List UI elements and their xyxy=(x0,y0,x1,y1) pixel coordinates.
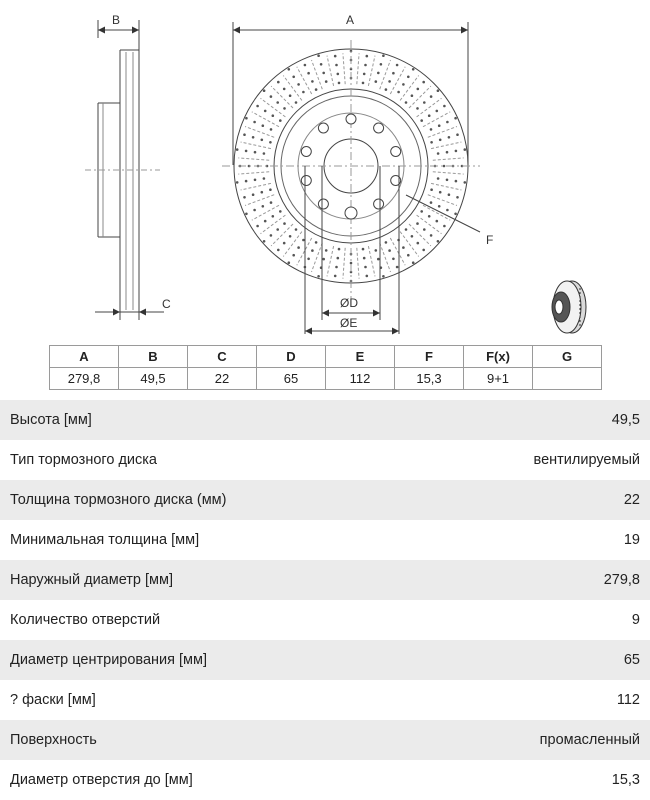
label-b: B xyxy=(112,13,121,27)
vent-hole xyxy=(261,191,264,194)
spec-row-outer-diameter xyxy=(0,560,650,600)
label-f: F xyxy=(486,233,494,247)
vent-hole xyxy=(283,107,286,110)
bolt-hole xyxy=(374,123,384,133)
vent-hole xyxy=(380,63,383,66)
bolt-hole xyxy=(346,114,356,124)
vent-hole xyxy=(364,266,367,269)
dim-value-cell: 49,5 xyxy=(119,368,188,390)
vent-hole xyxy=(396,64,399,67)
vent-hole xyxy=(366,275,369,278)
bolt-hole xyxy=(374,199,384,209)
vent-hole xyxy=(295,101,298,104)
vent-hole xyxy=(382,275,385,278)
vent-hole xyxy=(422,249,425,252)
bolt-hole xyxy=(345,207,357,219)
dim-header-cell: E xyxy=(326,346,395,368)
vent-hole xyxy=(397,91,400,94)
vent-hole xyxy=(254,151,257,154)
vent-hole xyxy=(385,88,388,91)
vent-hole xyxy=(405,101,408,104)
bolt-hole xyxy=(318,199,328,209)
dim-header-cell: D xyxy=(257,346,326,368)
vent-hole xyxy=(456,196,459,199)
vent-hole xyxy=(315,88,318,91)
vent-hole xyxy=(411,235,414,238)
spec-label: ? фаски [мм] xyxy=(10,692,96,708)
vent-hole xyxy=(335,266,338,269)
label-a: A xyxy=(346,13,355,27)
spec-value: 279,8 xyxy=(603,572,640,588)
spec-label: Диаметр центрирования [мм] xyxy=(10,652,208,668)
vent-hole xyxy=(392,72,395,75)
vent-hole xyxy=(430,141,433,144)
vent-hole xyxy=(311,249,314,252)
vent-hole xyxy=(270,201,273,204)
vent-hole xyxy=(423,228,426,231)
vent-hole xyxy=(320,63,323,66)
vent-hole xyxy=(407,76,410,79)
vent-hole xyxy=(422,81,425,84)
bolt-hole xyxy=(301,147,311,157)
dim-header-cell: A xyxy=(50,346,119,368)
spec-row-hole-diameter xyxy=(0,760,650,800)
vent-hole xyxy=(412,68,415,71)
vent-hole xyxy=(338,248,341,251)
vent-hole xyxy=(420,119,423,122)
spec-value: 22 xyxy=(623,492,640,508)
vent-hole xyxy=(420,210,423,213)
vent-hole xyxy=(315,241,318,244)
vent-hole xyxy=(437,152,440,155)
vent-hole xyxy=(416,222,419,225)
disc-side-view xyxy=(85,20,164,320)
vent-hole xyxy=(437,240,440,243)
vent-hole xyxy=(277,81,280,84)
vent-hole xyxy=(446,121,449,124)
vent-hole xyxy=(417,242,420,245)
spec-value: вентилируемый xyxy=(533,452,640,468)
vent-hole xyxy=(437,89,440,92)
vent-hole xyxy=(292,254,295,257)
dimensions-value-row xyxy=(50,368,602,390)
vent-hole xyxy=(334,275,337,278)
dim-header-cell: F xyxy=(395,346,464,368)
spec-row-height xyxy=(0,400,650,440)
spec-row-disc-type xyxy=(0,440,650,480)
label-e: ØE xyxy=(340,316,358,330)
vent-hole xyxy=(430,201,433,204)
vent-hole xyxy=(295,228,298,231)
vent-hole xyxy=(430,234,433,237)
vent-hole xyxy=(322,72,325,75)
vent-hole xyxy=(362,248,365,251)
spec-value: 9 xyxy=(631,612,640,628)
vent-hole xyxy=(464,181,467,184)
vent-hole xyxy=(448,136,451,139)
vent-hole xyxy=(264,220,267,223)
vent-hole xyxy=(363,73,366,76)
vent-hole xyxy=(377,72,380,75)
vent-hole xyxy=(283,88,286,91)
vent-hole xyxy=(402,246,405,249)
vent-hole xyxy=(363,257,366,260)
vent-hole xyxy=(448,193,451,196)
vent-hole xyxy=(270,95,273,98)
vent-hole xyxy=(262,124,265,127)
dim-value-cell xyxy=(533,368,602,390)
vent-hole xyxy=(276,101,279,104)
spec-label: Высота [мм] xyxy=(10,412,92,428)
vent-hole xyxy=(396,266,399,269)
dim-value-cell: 279,8 xyxy=(50,368,119,390)
vent-hole xyxy=(317,54,320,57)
spec-value: 49,5 xyxy=(611,412,640,428)
spec-label: Поверхность xyxy=(10,732,97,748)
vent-hole xyxy=(277,249,280,252)
spec-label: Тип тормозного диска xyxy=(10,452,157,468)
spec-row-hole-count xyxy=(0,600,650,640)
vent-hole xyxy=(439,191,442,194)
vent-hole xyxy=(243,133,246,136)
spec-row-min-thickness xyxy=(0,520,650,560)
vent-hole xyxy=(263,89,266,92)
vent-hole xyxy=(279,119,282,122)
vent-hole xyxy=(446,209,449,212)
dimensions-header-row xyxy=(50,346,602,368)
vent-hole xyxy=(412,261,415,264)
vent-hole xyxy=(454,117,457,120)
vent-hole xyxy=(270,128,273,131)
vent-hole xyxy=(307,72,310,75)
vent-hole xyxy=(438,124,441,127)
vent-hole xyxy=(270,234,273,237)
vent-hole xyxy=(263,177,266,180)
dimensions-table xyxy=(49,345,602,390)
vent-hole xyxy=(377,258,380,261)
vent-hole xyxy=(245,117,248,120)
vent-hole xyxy=(245,150,248,153)
vent-hole xyxy=(245,213,248,216)
vent-hole xyxy=(292,76,295,79)
vent-hole xyxy=(428,215,431,218)
vent-hole xyxy=(439,139,442,142)
dim-header-cell: B xyxy=(119,346,188,368)
vent-hole xyxy=(288,261,291,264)
spec-value: 15,3 xyxy=(611,772,640,788)
vent-hole xyxy=(375,249,378,252)
bolt-hole xyxy=(318,123,328,133)
vent-hole xyxy=(436,110,439,113)
vent-hole xyxy=(288,68,291,71)
dim-value-cell: 9+1 xyxy=(464,368,533,390)
vent-hole xyxy=(335,64,338,67)
vent-hole xyxy=(289,94,292,97)
vent-hole xyxy=(362,82,365,85)
vent-hole xyxy=(252,193,255,196)
spec-label: Диаметр отверстия до [мм] xyxy=(10,772,193,788)
vent-hole xyxy=(443,105,446,108)
vent-hole xyxy=(276,228,279,231)
dim-header-cell: C xyxy=(188,346,257,368)
vent-hole xyxy=(454,213,457,216)
vent-hole xyxy=(456,133,459,136)
vent-hole xyxy=(307,258,310,261)
vent-hole xyxy=(317,275,320,278)
vent-hole xyxy=(350,262,353,265)
vent-hole xyxy=(430,128,433,131)
vent-hole xyxy=(243,196,246,199)
vent-hole xyxy=(455,180,458,183)
vent-hole xyxy=(364,64,367,67)
vent-hole xyxy=(438,205,441,208)
vent-hole xyxy=(269,141,272,144)
vent-hole xyxy=(385,241,388,244)
vent-hole xyxy=(325,80,328,83)
vent-hole xyxy=(446,151,449,154)
vent-hole xyxy=(443,225,446,228)
vent-hole xyxy=(322,258,325,261)
vent-hole xyxy=(245,180,248,183)
disc-front-view xyxy=(222,22,480,334)
dim-value-cell: 112 xyxy=(326,368,395,390)
spec-value: 19 xyxy=(623,532,640,548)
vent-hole xyxy=(253,121,256,124)
vent-hole xyxy=(382,54,385,57)
vent-hole xyxy=(263,152,266,155)
vent-hole xyxy=(252,136,255,139)
vent-hole xyxy=(405,228,408,231)
spec-value: 65 xyxy=(623,652,640,668)
vent-hole xyxy=(325,249,328,252)
spec-label: Количество отверстий xyxy=(10,612,161,628)
vent-hole xyxy=(430,188,433,191)
vent-hole xyxy=(443,165,446,168)
vent-hole xyxy=(272,215,275,218)
vent-hole xyxy=(279,210,282,213)
vent-hole xyxy=(262,205,265,208)
vent-hole xyxy=(297,246,300,249)
vent-hole xyxy=(430,95,433,98)
spec-label: Минимальная толщина [мм] xyxy=(10,532,200,548)
vent-hole xyxy=(264,110,267,113)
dim-header-cell: F(x) xyxy=(464,346,533,368)
vent-hole xyxy=(375,80,378,83)
brake-disc-drawing xyxy=(0,0,650,345)
vent-hole xyxy=(428,114,431,117)
vent-hole xyxy=(334,55,337,58)
vent-hole xyxy=(256,105,259,108)
vent-hole xyxy=(423,101,426,104)
disc-thumbnail-icon xyxy=(552,281,586,333)
spec-label: Наружный диаметр [мм] xyxy=(10,572,174,588)
vent-hole xyxy=(388,80,391,83)
vent-hole xyxy=(407,254,410,257)
spec-value: 112 xyxy=(616,692,640,708)
vent-hole xyxy=(455,150,458,153)
vent-hole xyxy=(464,148,467,151)
vent-hole xyxy=(338,82,341,85)
vent-hole xyxy=(402,83,405,86)
vent-hole xyxy=(436,220,439,223)
vent-hole xyxy=(392,258,395,261)
vent-hole xyxy=(337,257,340,260)
bolt-hole xyxy=(391,147,401,157)
vent-hole xyxy=(297,83,300,86)
spec-row-surface xyxy=(0,720,650,760)
vent-hole xyxy=(417,88,420,91)
vent-hole xyxy=(302,91,305,94)
label-d: ØD xyxy=(340,296,358,310)
vent-hole xyxy=(388,249,391,252)
dim-value-cell: 22 xyxy=(188,368,257,390)
vent-hole xyxy=(416,107,419,110)
spec-value: промасленный xyxy=(539,732,640,748)
vent-hole xyxy=(256,225,259,228)
vent-hole xyxy=(261,139,264,142)
vent-hole xyxy=(366,55,369,58)
vent-hole xyxy=(289,235,292,238)
dim-value-cell: 15,3 xyxy=(395,368,464,390)
vent-hole xyxy=(311,80,314,83)
vent-hole xyxy=(269,188,272,191)
bolt-hole xyxy=(301,176,311,186)
vent-hole xyxy=(283,222,286,225)
spec-list xyxy=(0,400,650,800)
vent-hole xyxy=(254,179,257,182)
vent-hole xyxy=(272,114,275,117)
vent-hole xyxy=(236,148,239,151)
label-c: C xyxy=(162,297,171,311)
spec-row-centering-diameter xyxy=(0,640,650,680)
vent-hole xyxy=(236,181,239,184)
dim-header-cell: G xyxy=(533,346,602,368)
vent-hole xyxy=(263,240,266,243)
vent-hole xyxy=(302,239,305,242)
spec-row-chamfer xyxy=(0,680,650,720)
vent-hole xyxy=(337,73,340,76)
vent-hole xyxy=(304,64,307,67)
spec-row-thickness xyxy=(0,480,650,520)
vent-hole xyxy=(446,179,449,182)
vent-hole xyxy=(411,94,414,97)
vent-hole xyxy=(253,209,256,212)
vent-hole xyxy=(283,242,286,245)
vent-hole xyxy=(437,177,440,180)
spec-label: Толщина тормозного диска (мм) xyxy=(10,492,227,508)
dim-value-cell: 65 xyxy=(257,368,326,390)
